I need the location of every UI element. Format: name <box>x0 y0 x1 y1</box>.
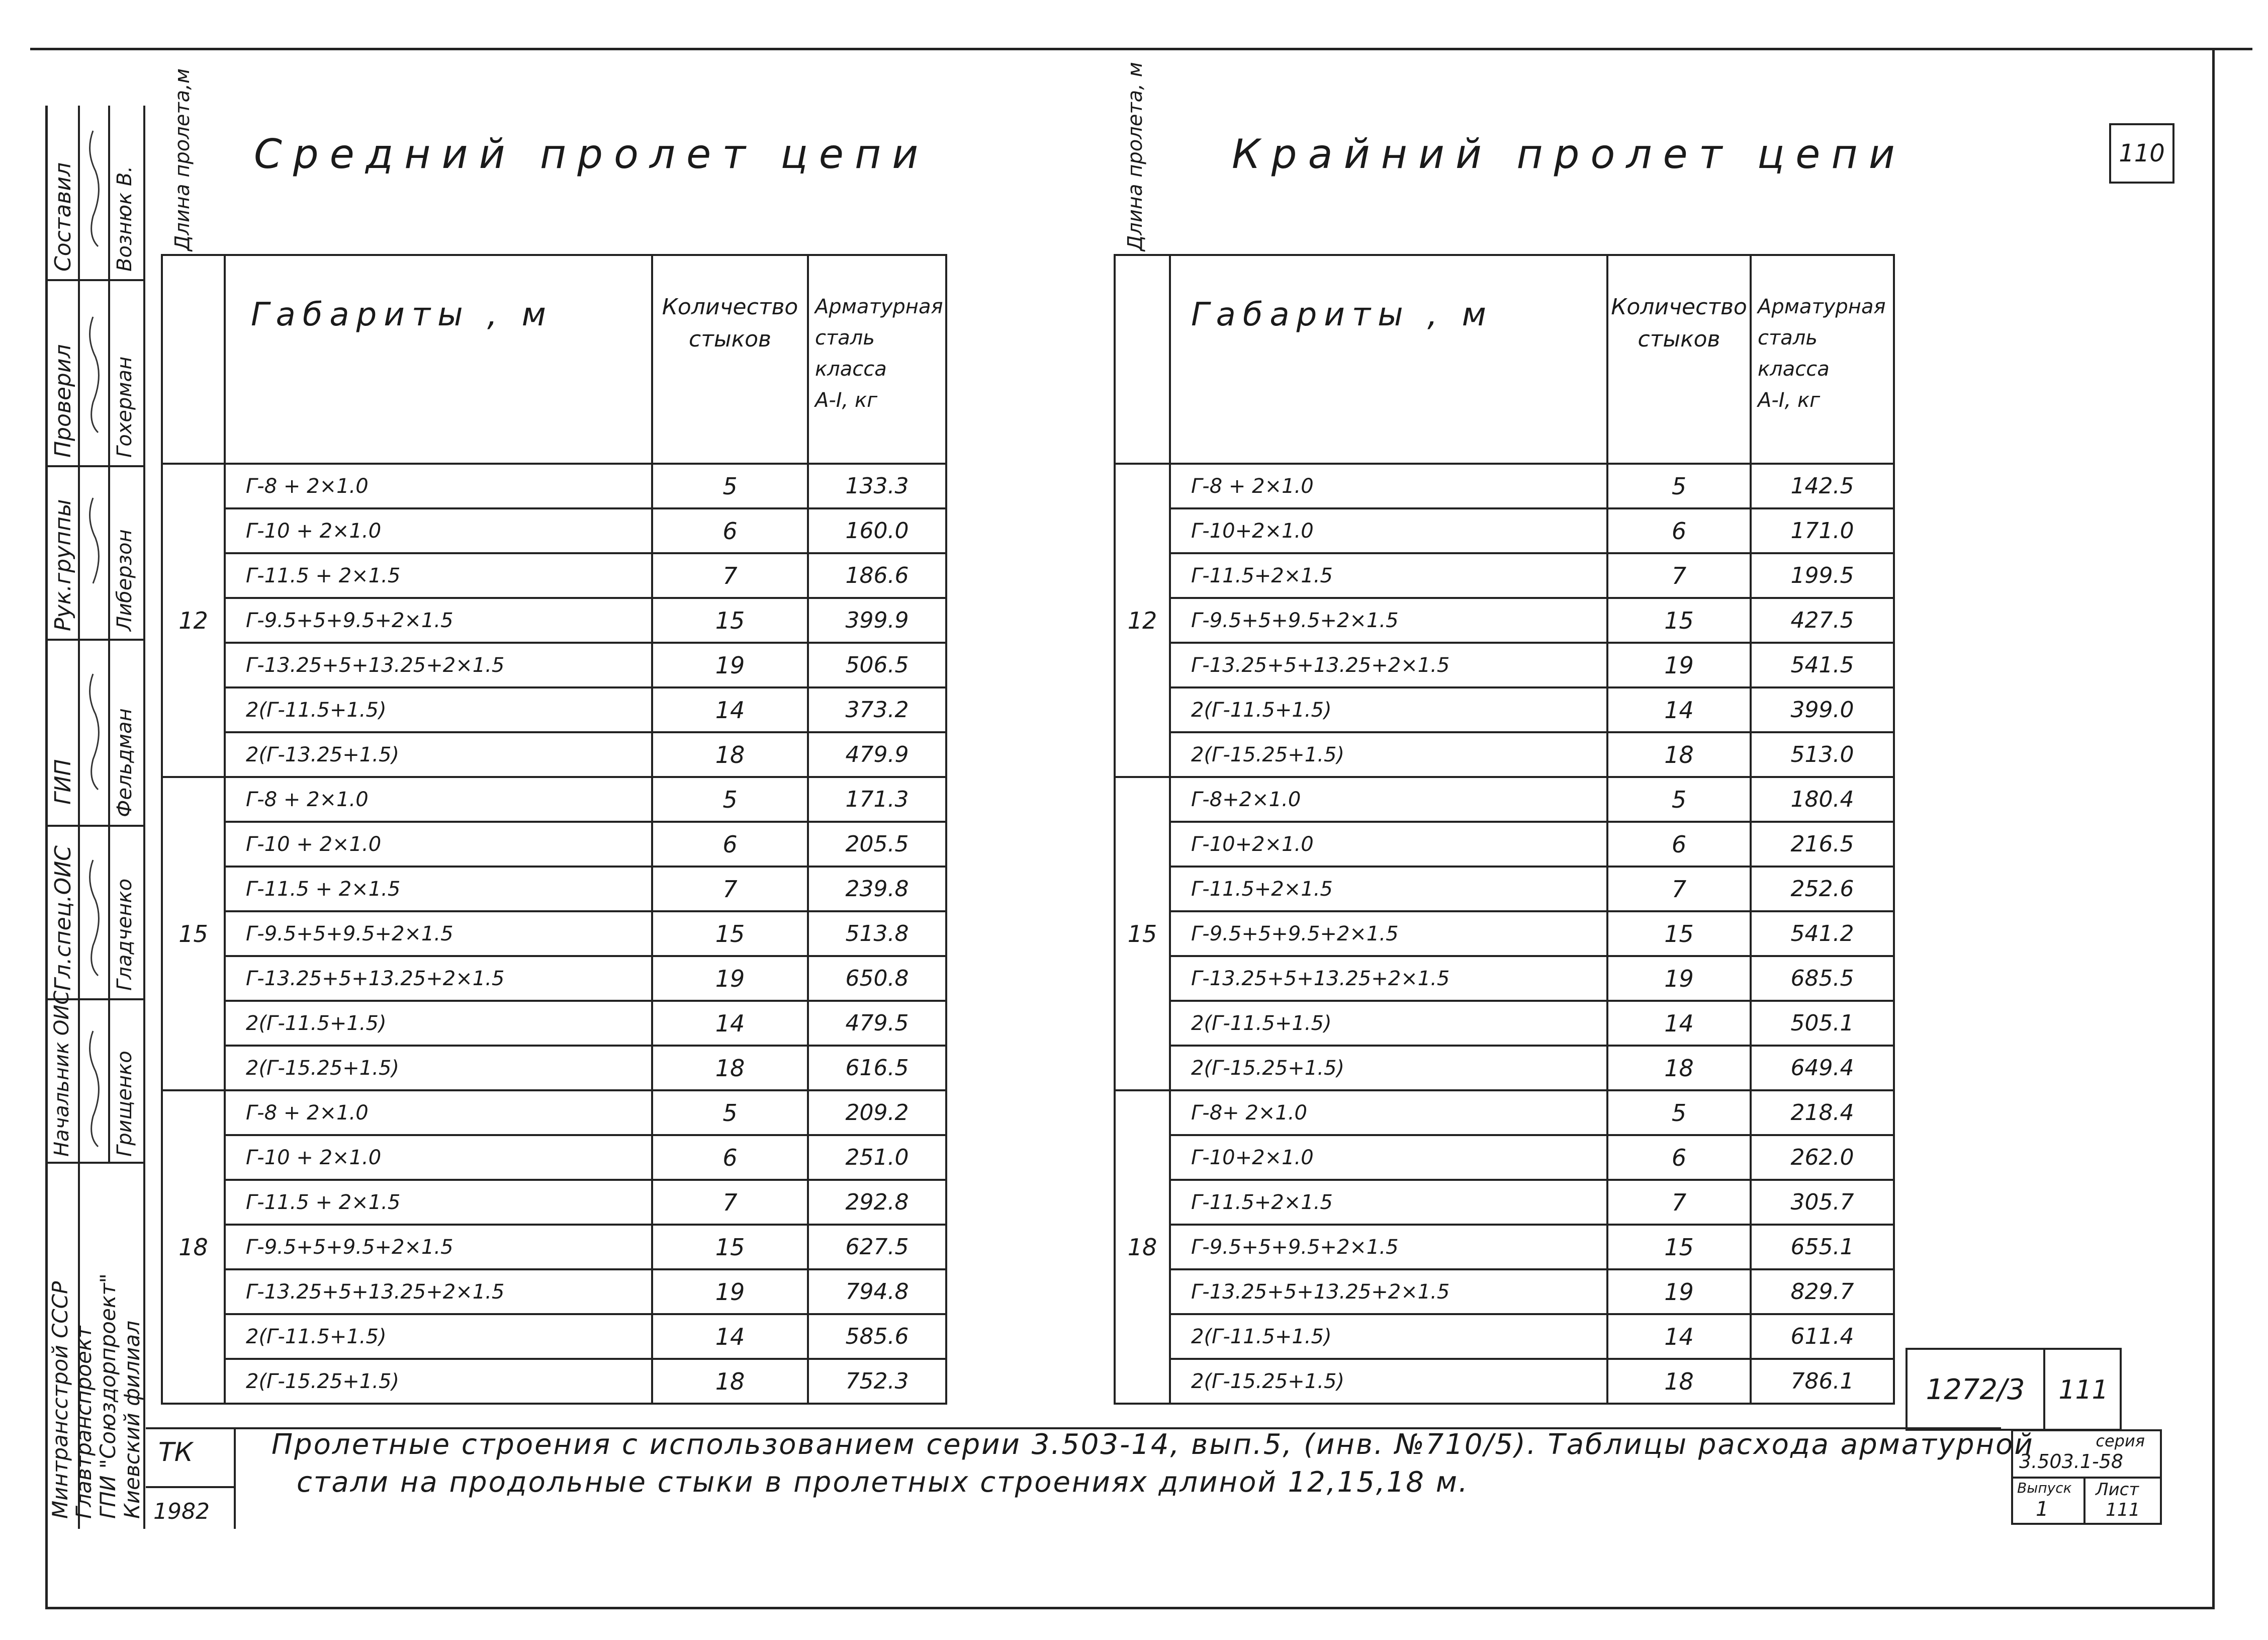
gabarit-cell: 2(Г-11.5+1.5) <box>225 1001 652 1046</box>
span-length-cell: 15 <box>162 777 225 1090</box>
mass-cell: 685.5 <box>1751 956 1894 1001</box>
gabarit-cell: 2(Г-13.25+1.5) <box>225 732 652 777</box>
gabarit-cell: Г-13.25+5+13.25+2×1.5 <box>1170 643 1607 687</box>
mass-cell: 216.5 <box>1751 822 1894 867</box>
org-line-2: Главтранспроект <box>71 1326 96 1519</box>
gabarit-cell: 2(Г-11.5+1.5) <box>225 1314 652 1359</box>
mass-cell: 209.2 <box>808 1090 946 1135</box>
mass-cell: 239.8 <box>808 867 946 911</box>
count-cell: 14 <box>1607 1001 1751 1046</box>
description-line-1: Пролетные строения с использованием серии 3.503-14, вып.5, (инв. №710/5). Таблицы расхода арматурной <box>271 1428 2034 1461</box>
count-cell: 7 <box>652 867 808 911</box>
stamp-role-6: Начальник ОИС <box>50 990 73 1157</box>
mass-cell: 829.7 <box>1751 1269 1894 1314</box>
count-cell: 15 <box>1607 598 1751 643</box>
mass-cell: 292.8 <box>808 1180 946 1225</box>
mass-cell: 541.2 <box>1751 911 1894 956</box>
count-cell: 19 <box>652 1269 808 1314</box>
signature-scribbles <box>80 116 106 1157</box>
stamp-col-line-2 <box>108 106 110 1162</box>
count-cell: 19 <box>1607 1269 1751 1314</box>
header-mass: Арматурная сталь класса А-I, кг <box>808 255 946 464</box>
table-row <box>1115 464 1894 508</box>
series-value: 3.503.1-58 <box>2019 1450 2124 1473</box>
gabarit-cell: Г-13.25+5+13.25+2×1.5 <box>1170 1269 1607 1314</box>
header-count: Количество стыков <box>652 255 808 464</box>
span-length-cell: 18 <box>162 1090 225 1404</box>
gabarit-cell: 2(Г-15.25+1.5) <box>225 1359 652 1404</box>
mass-cell: 186.6 <box>808 553 946 598</box>
gabarit-cell: 2(Г-11.5+1.5) <box>225 687 652 732</box>
count-cell: 6 <box>652 822 808 867</box>
code-text: ТК <box>158 1437 193 1468</box>
mass-cell: 506.5 <box>808 643 946 687</box>
table-row <box>162 867 946 911</box>
gabarit-cell: Г-11.5 + 2×1.5 <box>225 553 652 598</box>
gabarit-cell: Г-9.5+5+9.5+2×1.5 <box>225 1225 652 1269</box>
count-cell: 15 <box>652 1225 808 1269</box>
stamp-name-6: Грищенко <box>113 1051 136 1157</box>
count-cell: 18 <box>652 1359 808 1404</box>
span-length-cell: 18 <box>1115 1090 1170 1404</box>
table-row <box>1115 508 1894 553</box>
table-row <box>162 822 946 867</box>
description-line-2: стали на продольные стыки в пролетных строениях длиной 12,15,18 м. <box>297 1466 1469 1499</box>
gabarit-cell: Г-11.5+2×1.5 <box>1170 553 1607 598</box>
gabarit-cell: Г-13.25+5+13.25+2×1.5 <box>225 1269 652 1314</box>
table-row <box>1115 1090 1894 1135</box>
org-line-1: Минтрансстрой СССР <box>48 1281 72 1519</box>
mass-cell: 373.2 <box>808 687 946 732</box>
header-gabarits: Габариты , м <box>225 255 652 464</box>
mass-cell: 611.4 <box>1751 1314 1894 1359</box>
count-cell: 5 <box>652 777 808 822</box>
gabarit-cell: 2(Г-11.5+1.5) <box>1170 1001 1607 1046</box>
sheet-value: 111 <box>2106 1500 2140 1520</box>
mass-cell: 649.4 <box>1751 1046 1894 1090</box>
table-row <box>162 956 946 1001</box>
count-cell: 18 <box>1607 1046 1751 1090</box>
drawing-number: 1272/3 <box>1908 1350 2045 1429</box>
table-row <box>162 1180 946 1225</box>
count-cell: 7 <box>1607 553 1751 598</box>
mass-cell: 752.3 <box>808 1359 946 1404</box>
count-cell: 6 <box>1607 822 1751 867</box>
header-count-right: Количество стыков <box>1607 255 1751 464</box>
gabarit-cell: Г-10 + 2×1.0 <box>225 1135 652 1180</box>
table-row <box>1115 1001 1894 1046</box>
gabarit-cell: 2(Г-11.5+1.5) <box>1170 687 1607 732</box>
sheet-number: 110 <box>2119 139 2165 167</box>
mass-cell: 218.4 <box>1751 1090 1894 1135</box>
table-row <box>162 598 946 643</box>
table-row <box>1115 1359 1894 1404</box>
count-cell: 18 <box>1607 1359 1751 1404</box>
mass-cell: 479.5 <box>808 1001 946 1046</box>
title-block-divider <box>234 1428 236 1529</box>
frame-bottom <box>45 1607 2215 1609</box>
table-row <box>1115 1135 1894 1180</box>
table-row <box>1115 732 1894 777</box>
mass-cell: 399.0 <box>1751 687 1894 732</box>
year-text: 1982 <box>153 1499 210 1524</box>
table-row <box>1115 643 1894 687</box>
mass-cell: 513.8 <box>808 911 946 956</box>
stamp-name-1: Вознюк В. <box>113 165 136 272</box>
count-cell: 18 <box>652 1046 808 1090</box>
table-row <box>1115 598 1894 643</box>
count-cell: 7 <box>652 553 808 598</box>
gabarit-cell: Г-13.25+5+13.25+2×1.5 <box>1170 956 1607 1001</box>
mass-cell: 142.5 <box>1751 464 1894 508</box>
table-row <box>162 1001 946 1046</box>
count-cell: 14 <box>1607 1314 1751 1359</box>
mass-cell: 262.0 <box>1751 1135 1894 1180</box>
drawing-sheet: 111 <box>2058 1375 2109 1405</box>
left-title: Средний пролет цепи <box>254 131 930 178</box>
mass-cell: 205.5 <box>808 822 946 867</box>
mass-cell: 180.4 <box>1751 777 1894 822</box>
count-cell: 6 <box>1607 1135 1751 1180</box>
gabarit-cell: Г-10 + 2×1.0 <box>225 508 652 553</box>
table-row <box>1115 1269 1894 1314</box>
gabarit-cell: Г-13.25+5+13.25+2×1.5 <box>225 643 652 687</box>
gabarit-cell: Г-11.5+2×1.5 <box>1170 1180 1607 1225</box>
gabarit-cell: Г-9.5+5+9.5+2×1.5 <box>1170 911 1607 956</box>
org-line-4: Киевский филиал <box>120 1320 144 1519</box>
table-row <box>1115 1225 1894 1269</box>
mass-cell: 160.0 <box>808 508 946 553</box>
count-cell: 5 <box>652 464 808 508</box>
count-cell: 7 <box>1607 1180 1751 1225</box>
series-label: серия <box>2096 1431 2145 1450</box>
mass-cell: 541.5 <box>1751 643 1894 687</box>
count-cell: 18 <box>1607 732 1751 777</box>
count-cell: 15 <box>652 598 808 643</box>
table-row <box>1115 822 1894 867</box>
mass-cell: 627.5 <box>808 1225 946 1269</box>
table-row <box>1115 956 1894 1001</box>
table-row <box>1115 1314 1894 1359</box>
gabarit-cell: 2(Г-15.25+1.5) <box>225 1046 652 1090</box>
table-row <box>162 1269 946 1314</box>
header-length-right: Длина пролета, м <box>1115 255 1170 464</box>
table-row <box>162 1314 946 1359</box>
count-cell: 15 <box>1607 1225 1751 1269</box>
stamp-name-5: Гладченко <box>113 878 136 991</box>
count-cell: 18 <box>652 732 808 777</box>
title-block-code-sep <box>146 1486 234 1488</box>
series-box <box>2011 1429 2162 1525</box>
gabarit-cell: Г-8 + 2×1.0 <box>225 1090 652 1135</box>
count-cell: 15 <box>652 911 808 956</box>
gabarit-cell: Г-13.25+5+13.25+2×1.5 <box>225 956 652 1001</box>
gabarit-cell: Г-8 + 2×1.0 <box>225 777 652 822</box>
table-row <box>1115 1180 1894 1225</box>
mass-cell: 786.1 <box>1751 1359 1894 1404</box>
gabarit-cell: 2(Г-15.25+1.5) <box>1170 732 1607 777</box>
table-row <box>1115 911 1894 956</box>
sheet-label: Лист <box>2096 1480 2139 1500</box>
count-cell: 14 <box>1607 687 1751 732</box>
mass-cell: 650.8 <box>808 956 946 1001</box>
table-row <box>162 1135 946 1180</box>
drawing-number-box <box>1906 1348 2122 1431</box>
gabarit-cell: Г-11.5+2×1.5 <box>1170 867 1607 911</box>
count-cell: 14 <box>652 1001 808 1046</box>
mass-cell: 171.3 <box>808 777 946 822</box>
header-length: Длина пролета,м <box>162 255 225 464</box>
count-cell: 6 <box>652 508 808 553</box>
gabarit-cell: Г-8 + 2×1.0 <box>225 464 652 508</box>
mass-cell: 399.9 <box>808 598 946 643</box>
count-cell: 5 <box>1607 777 1751 822</box>
table-row <box>162 1090 946 1135</box>
gabarit-cell: Г-10+2×1.0 <box>1170 508 1607 553</box>
gabarit-cell: Г-8+ 2×1.0 <box>1170 1090 1607 1135</box>
count-cell: 7 <box>1607 867 1751 911</box>
table-row <box>162 911 946 956</box>
issue-value: 1 <box>2036 1498 2049 1521</box>
gabarit-cell: Г-10+2×1.0 <box>1170 822 1607 867</box>
table-row <box>1115 777 1894 822</box>
frame-top <box>30 48 2252 50</box>
count-cell: 19 <box>652 643 808 687</box>
stamp-role-2: Проверил <box>50 344 76 458</box>
mass-cell: 199.5 <box>1751 553 1894 598</box>
count-cell: 15 <box>1607 911 1751 956</box>
mass-cell: 252.6 <box>1751 867 1894 911</box>
stamp-name-3: Либерзон <box>113 529 136 631</box>
frame-right <box>2212 48 2215 1607</box>
count-cell: 14 <box>652 687 808 732</box>
gabarit-cell: Г-8+2×1.0 <box>1170 777 1607 822</box>
gabarit-cell: Г-9.5+5+9.5+2×1.5 <box>225 598 652 643</box>
table-row <box>162 464 946 508</box>
table-row <box>162 1046 946 1090</box>
table-row <box>1115 553 1894 598</box>
gabarit-cell: Г-8 + 2×1.0 <box>1170 464 1607 508</box>
stamp-col-line-1 <box>78 106 80 1529</box>
sheet-number-box <box>2109 123 2174 184</box>
span-length-cell: 12 <box>1115 464 1170 777</box>
table-row <box>1115 687 1894 732</box>
issue-label: Выпуск <box>2017 1480 2072 1496</box>
frame-inner-left <box>143 106 145 1529</box>
span-length-cell: 15 <box>1115 777 1170 1090</box>
mass-cell: 479.9 <box>808 732 946 777</box>
mass-cell: 305.7 <box>1751 1180 1894 1225</box>
stamp-role-5: Гл.спец.ОИС <box>50 845 76 991</box>
table-row <box>162 687 946 732</box>
table-row <box>162 777 946 822</box>
gabarit-cell: Г-9.5+5+9.5+2×1.5 <box>1170 1225 1607 1269</box>
count-cell: 19 <box>1607 643 1751 687</box>
header-gabarits-right: Габариты , м <box>1170 255 1607 464</box>
span-length-cell: 12 <box>162 464 225 777</box>
gabarit-cell: Г-11.5 + 2×1.5 <box>225 1180 652 1225</box>
table-row <box>1115 867 1894 911</box>
gabarit-cell: 2(Г-15.25+1.5) <box>1170 1046 1607 1090</box>
stamp-name-4: Фельдман <box>113 708 136 817</box>
table-row <box>1115 1046 1894 1090</box>
count-cell: 19 <box>1607 956 1751 1001</box>
right-title: Крайний пролет цепи <box>1232 131 1906 178</box>
mass-cell: 251.0 <box>808 1135 946 1180</box>
count-cell: 14 <box>652 1314 808 1359</box>
table-row <box>162 643 946 687</box>
org-line-3: ГПИ "Союздорпроект" <box>96 1273 120 1519</box>
mass-cell: 505.1 <box>1751 1001 1894 1046</box>
count-cell: 5 <box>652 1090 808 1135</box>
stamp-sep-6 <box>45 1162 143 1164</box>
stamp-role-3: Рук.группы <box>50 499 76 631</box>
count-cell: 7 <box>652 1180 808 1225</box>
gabarit-cell: Г-9.5+5+9.5+2×1.5 <box>1170 598 1607 643</box>
mass-cell: 794.8 <box>808 1269 946 1314</box>
header-mass-right: Арматурная сталь класса А-I, кг <box>1751 255 1894 464</box>
gabarit-cell: Г-9.5+5+9.5+2×1.5 <box>225 911 652 956</box>
count-cell: 5 <box>1607 1090 1751 1135</box>
gabarit-cell: Г-10+2×1.0 <box>1170 1135 1607 1180</box>
stamp-name-2: Гохерман <box>113 356 136 458</box>
table-row <box>162 553 946 598</box>
stamp-role-1: Составил <box>50 162 76 272</box>
count-cell: 6 <box>1607 508 1751 553</box>
table-row <box>162 1359 946 1404</box>
mass-cell: 513.0 <box>1751 732 1894 777</box>
count-cell: 6 <box>652 1135 808 1180</box>
table-row <box>162 1225 946 1269</box>
gabarit-cell: 2(Г-11.5+1.5) <box>1170 1314 1607 1359</box>
mass-cell: 585.6 <box>808 1314 946 1359</box>
gabarit-cell: Г-10 + 2×1.0 <box>225 822 652 867</box>
gabarit-cell: Г-11.5 + 2×1.5 <box>225 867 652 911</box>
mass-cell: 616.5 <box>808 1046 946 1090</box>
table-row <box>162 732 946 777</box>
mass-cell: 133.3 <box>808 464 946 508</box>
count-cell: 5 <box>1607 464 1751 508</box>
mass-cell: 427.5 <box>1751 598 1894 643</box>
count-cell: 19 <box>652 956 808 1001</box>
mass-cell: 655.1 <box>1751 1225 1894 1269</box>
stamp-role-4: ГИП <box>50 759 76 805</box>
gabarit-cell: 2(Г-15.25+1.5) <box>1170 1359 1607 1404</box>
mass-cell: 171.0 <box>1751 508 1894 553</box>
table-row <box>162 508 946 553</box>
